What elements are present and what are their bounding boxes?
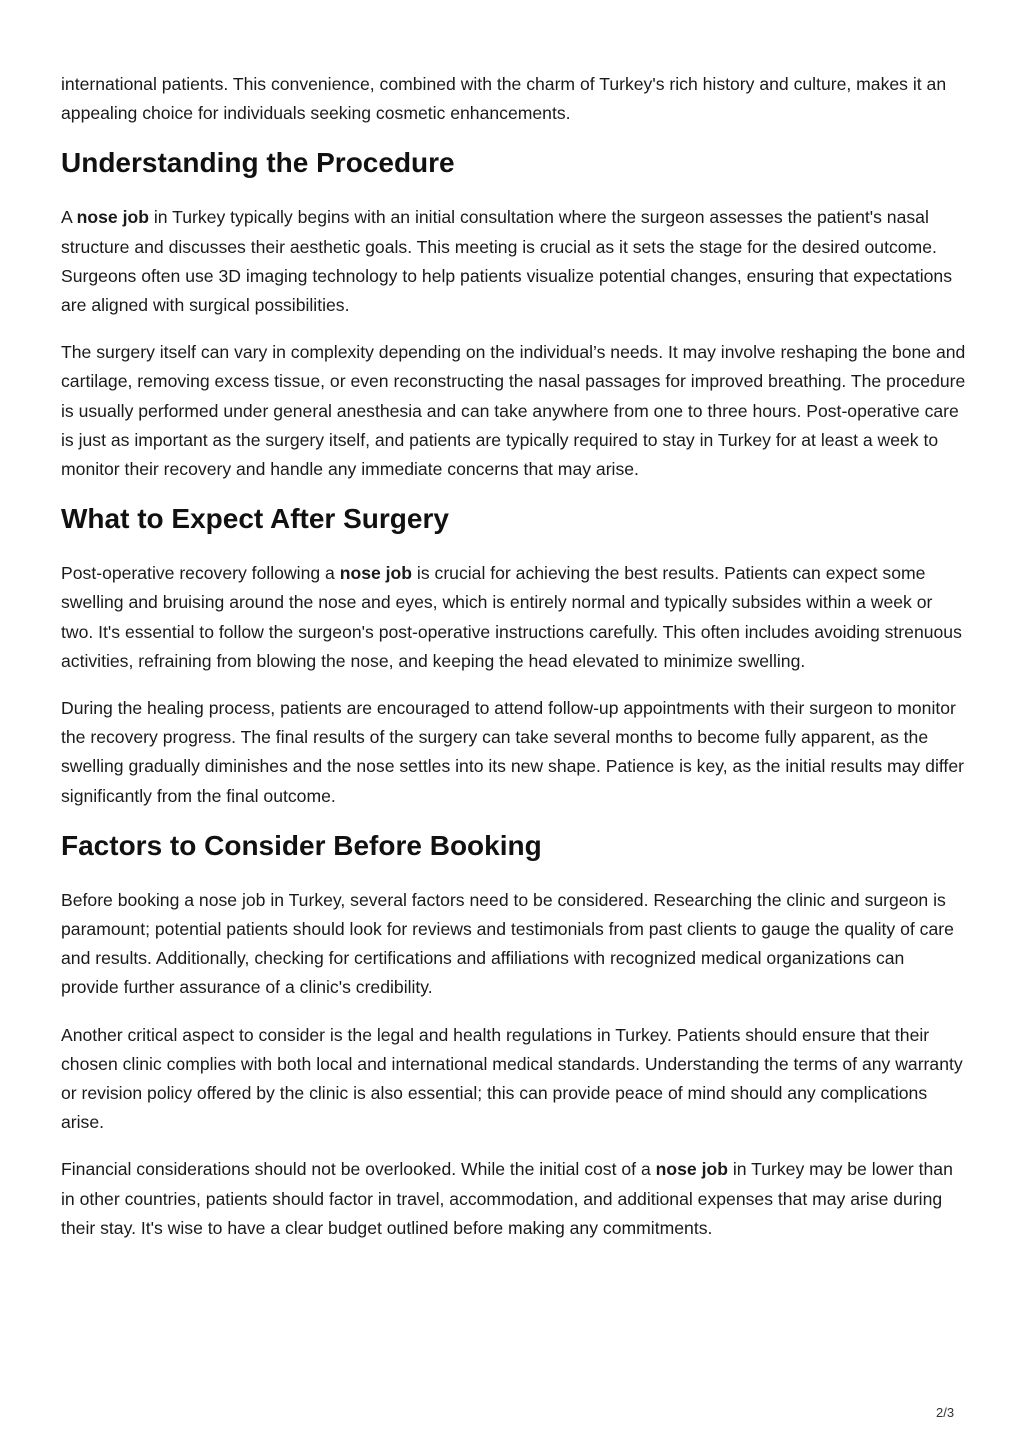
heading-what-to-expect: What to Expect After Surgery	[61, 503, 449, 535]
keyword-bold: nose job	[76, 207, 149, 228]
procedure-paragraph-1	[61, 203, 966, 320]
text-run: Post-operative recovery following a	[61, 563, 340, 584]
text-run: in Turkey may be lower than in other countries, patients should factor in travel, accommodation, and additional expenses that may arise during their stay. It's wise to have a clear budget outlined before making any commitments.	[61, 1159, 953, 1238]
factors-paragraph-3	[61, 1155, 966, 1243]
procedure-paragraph-2: The surgery itself can vary in complexity depending on the individual’s needs. It may involve reshaping the bone and cartilage, removing excess tissue, or even reconstructing the nasal passages for improved breathing. The procedure is usually performed under general anesthesia and can take anywhere from one to three hours. Post-operative care is just as important as the surgery itself, and patients are typically required to stay in Turkey for at least a week to monitor their recovery and handle any immediate concerns that may arise.	[61, 342, 966, 480]
document-page	[61, 70, 966, 1261]
text-run: in Turkey typically begins with an initial consultation where the surgeon assesses the patient's nasal structure and discusses their aesthetic goals. This meeting is crucial as it sets the stage for the desired outcome. Surgeons often use 3D imaging technology to help patients visualize potential changes, ensuring that expectations are aligned with surgical possibilities.	[61, 207, 953, 316]
recovery-paragraph-2: During the healing process, patients are encouraged to attend follow-up appointments with their surgeon to monitor the recovery progress. The final results of the surgery can take several months to become fully apparent, as the swelling gradually diminishes and the nose settles into its new shape. Patience is key, as the initial results may differ significantly from the final outcome.	[61, 698, 964, 806]
text-run: Financial considerations should not be overlooked. While the initial cost of a	[61, 1159, 656, 1180]
factors-paragraph-2: Another critical aspect to consider is the legal and health regulations in Turkey. Patients should ensure that their chosen clinic complies with both local and international medical standards. Understanding the terms of any warranty or revision policy offered by the clinic is also essential; this can provide peace of mind should any complications arise.	[61, 1024, 963, 1133]
intro-paragraph: international patients. This convenience, combined with the charm of Turkey's rich history and culture, makes it an appealing choice for individuals seeking cosmetic enhancements.	[61, 74, 947, 124]
text-run: A	[61, 207, 77, 228]
heading-factors-before-booking: Factors to Consider Before Booking	[61, 829, 542, 861]
factors-paragraph-1: Before booking a nose job in Turkey, several factors need to be considered. Researching the clinic and surgeon is paramount; potential patients should look for reviews and testimonials from past clients to gauge the quality of care and results. Additionally, checking for certifications and affiliations with recognized medical organizations can provide further assurance of a clinic's credibility.	[61, 889, 954, 998]
text-run: is crucial for achieving the best results. Patients can expect some swelling and bruising around the nose and eyes, which is entirely normal and typically subsides within a week or two. It's essential to follow the surgeon's post-operative instructions carefully. This often includes avoiding strenuous activities, refraining from blowing the nose, and keeping the head elevated to minimize swelling.	[61, 563, 962, 671]
keyword-bold: nose job	[339, 563, 413, 584]
heading-understanding-procedure: Understanding the Procedure	[61, 147, 455, 179]
keyword-bold: nose job	[655, 1159, 728, 1180]
page-number: 2/3	[936, 1405, 955, 1420]
recovery-paragraph-1	[61, 559, 966, 676]
